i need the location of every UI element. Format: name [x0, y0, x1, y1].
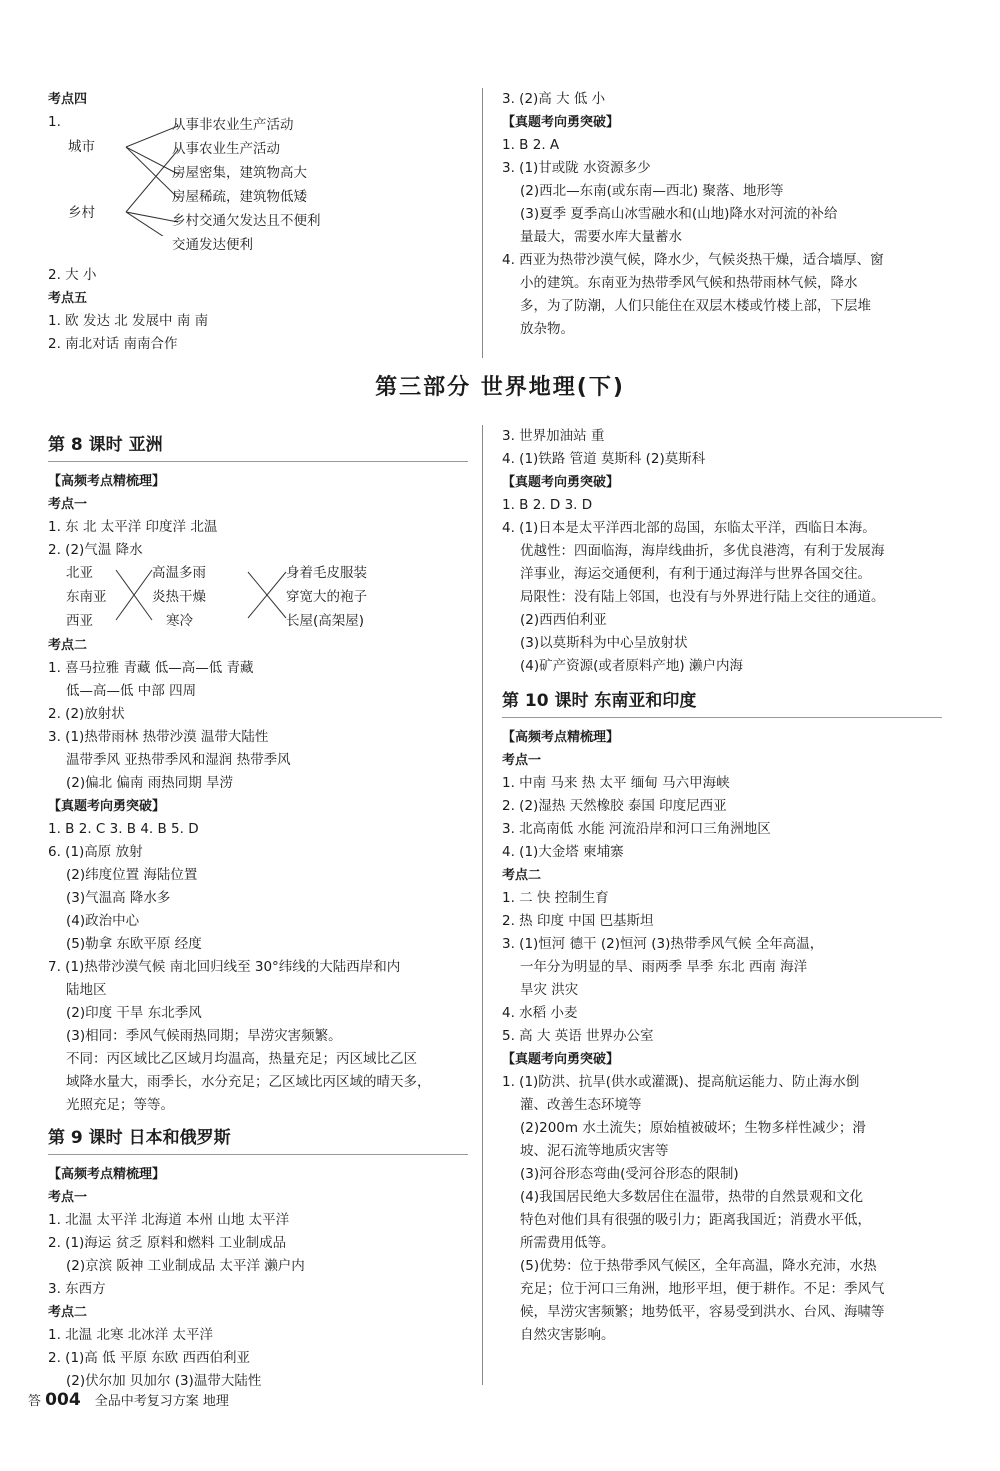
answer-line: 多，为了防潮，人们只能住在双层木楼或竹楼上部，下层堆 [520, 298, 871, 314]
answer-line: 温带季风 亚热带季风和湿润 热带季风 [66, 752, 291, 768]
answer-line: 2. 南北对话 南南合作 [48, 336, 178, 352]
answer-line: 优越性：四面临海，海岸线曲折，多优良港湾，有利于发展海 [520, 543, 885, 559]
answer-line: 3. (1)热带雨林 热带沙漠 温带大陆性 [48, 729, 269, 745]
section-header: 【真题考向勇突破】 [48, 799, 166, 814]
lesson-9-title: 第 9 课时 日本和俄罗斯 [48, 1127, 468, 1155]
asia-climate-matching-diagram [48, 562, 468, 634]
answer-line: 5. 高 大 英语 世界办公室 [502, 1028, 654, 1044]
diagram-right-item: 从事非农业生产活动 [172, 117, 294, 133]
answer-line: 1. B 2. A [502, 137, 560, 153]
page-number: 004 [45, 1390, 81, 1410]
answer-line: (2)印度 干旱 东北季风 [66, 1005, 202, 1021]
kaodian-label: 考点一 [502, 753, 542, 768]
answer-line: (5)勒拿 东欧平原 经度 [66, 936, 202, 952]
book-title: 全品中考复习方案 地理 [94, 1394, 229, 1409]
answer-line: 1. 欧 发达 北 发展中 南 南 [48, 313, 209, 329]
answer-line: 1. 北温 太平洋 北海道 本州 山地 太平洋 [48, 1212, 290, 1228]
answer-line: 低—高—低 中部 四周 [66, 683, 197, 699]
section-header: 【真题考向勇突破】 [502, 1052, 620, 1067]
column-divider-bottom [482, 425, 483, 1385]
answer-line: 4. (1)铁路 管道 莫斯科 (2)莫斯科 [502, 451, 706, 467]
answer-line: 2. (2)湿热 天然橡胶 泰国 印度尼西亚 [502, 798, 727, 814]
answer-line: 3. (2)高 大 低 小 [502, 91, 606, 107]
diagram-right-item: 从事农业生产活动 [172, 141, 280, 157]
answer-line: 旱灾 洪灾 [520, 982, 579, 998]
lesson-10-title: 第 10 课时 东南亚和印度 [502, 690, 942, 718]
answer-line: (4)我国居民绝大多数居住在温带，热带的自然景观和文化 [520, 1189, 864, 1205]
answer-line: 4. 西亚为热带沙漠气候，降水少，气候炎热干燥，适合墙厚、窗 [502, 252, 884, 268]
answer-line: (2)纬度位置 海陆位置 [66, 867, 198, 883]
kaodian-label: 考点二 [502, 868, 542, 883]
diagram-climate: 炎热干燥 [152, 589, 206, 605]
kaodian-label: 考点二 [48, 638, 88, 653]
diagram-clothing: 长屋(高架屋) [286, 613, 365, 629]
diagram-climate: 寒冷 [166, 613, 193, 629]
diagram-left-city: 城市 [68, 139, 95, 155]
answer-line: 3. 东西方 [48, 1281, 106, 1297]
section-title: 第三部分 世界地理(下) [375, 375, 625, 400]
answer-line: 自然灾害影响。 [520, 1327, 615, 1343]
answer-line: 特色对他们具有很强的吸引力；距离我国近；消费水平低， [520, 1212, 871, 1228]
answer-line: 3. 世界加油站 重 [502, 428, 605, 444]
answer-line: 4. 水稻 小麦 [502, 1005, 578, 1021]
section-header: 【高频考点精梳理】 [502, 730, 620, 745]
bottom-right-column [502, 425, 942, 1347]
answer-line: 陆地区 [66, 982, 107, 998]
answer-line: 候，旱涝灾害频繁；地势低平，容易受到洪水、台风、海啸等 [520, 1304, 885, 1320]
column-divider-top [482, 88, 483, 358]
answer-line: (2)伏尔加 贝加尔 (3)温带大陆性 [66, 1373, 262, 1389]
diagram-region: 北亚 [66, 565, 93, 581]
answer-line: (2)偏北 偏南 雨热同期 旱涝 [66, 775, 233, 791]
answer-line: (4)政治中心 [66, 913, 140, 929]
kaodian-label: 考点二 [48, 1305, 88, 1320]
answer-line: 所需费用低等。 [520, 1235, 615, 1251]
answer-line: 3. (1)恒河 德干 (2)恒河 (3)热带季风气候 全年高温， [502, 936, 824, 952]
bottom-left-column [48, 428, 468, 1393]
diagram-right-item: 乡村交通欠发达且不便利 [172, 213, 321, 229]
answer-line: (3)夏季 夏季高山冰雪融水和(山地)降水对河流的补给 [520, 206, 838, 222]
diagram-left-village: 乡村 [68, 205, 95, 221]
answer-line: (3)以莫斯科为中心呈放射状 [520, 635, 688, 651]
footer-prefix: 答 [28, 1394, 42, 1409]
diagram-region: 西亚 [66, 613, 93, 629]
answer-line: 2. (2)放射状 [48, 706, 125, 722]
diagram-clothing: 穿宽大的袍子 [286, 589, 367, 605]
answer-line: 6. (1)高原 放射 [48, 844, 143, 860]
answer-line: 坡、泥石流等地质灾害等 [520, 1143, 669, 1159]
answer-line: 1. 东 北 太平洋 印度洋 北温 [48, 519, 218, 535]
answer-line: (2)京滨 阪神 工业制成品 太平洋 濑户内 [66, 1258, 305, 1274]
answer-line: 4. (1)大金塔 柬埔寨 [502, 844, 624, 860]
answer-line: 局限性：没有陆上邻国，也没有与外界进行陆上交往的通道。 [520, 589, 885, 605]
answer-line: (3)气温高 降水多 [66, 890, 171, 906]
answer-line: (3)相同：季风气候雨热同期；旱涝灾害频繁。 [66, 1028, 342, 1044]
answer-line: 2. 热 印度 中国 巴基斯坦 [502, 913, 654, 929]
answer-line: 1. 北温 北寒 北冰洋 太平洋 [48, 1327, 214, 1343]
answer-line: (5)优势：位于热带季风气候区，全年高温，降水充沛，水热 [520, 1258, 877, 1274]
kaodian-label: 考点一 [48, 497, 88, 512]
section-header: 【高频考点精梳理】 [48, 474, 166, 489]
answer-line: 2. 大 小 [48, 267, 97, 283]
answer-line: 小的建筑。东南亚为热带季风气候和热带雨林气候，降水 [520, 275, 858, 291]
answer-line: 1. 喜马拉雅 青藏 低—高—低 青藏 [48, 660, 254, 676]
kaodian-5-label: 考点五 [48, 291, 88, 306]
diagram-region: 东南亚 [66, 589, 107, 605]
answer-line: 4. (1)日本是太平洋西北部的岛国，东临太平洋，西临日本海。 [502, 520, 876, 536]
diagram-climate: 高温多雨 [152, 565, 206, 581]
diagram-right-item: 房屋密集，建筑物高大 [172, 165, 307, 181]
answer-line: 放杂物。 [520, 321, 574, 337]
city-village-matching-diagram [48, 114, 468, 253]
top-left-column [48, 88, 468, 356]
page-footer [28, 1390, 229, 1410]
answer-line: 2. (1)高 低 平原 东欧 西西伯利亚 [48, 1350, 250, 1366]
answer-line: 充足；位于河口三角洲，地形平坦，便于耕作。不足：季风气 [520, 1281, 885, 1297]
top-right-column [502, 88, 932, 341]
answer-line: 3. (1)甘或陇 水资源多少 [502, 160, 651, 176]
kaodian-label: 考点一 [48, 1190, 88, 1205]
answer-line: 1. B 2. C 3. B 4. B 5. D [48, 821, 199, 837]
answer-line: 7. (1)热带沙漠气候 南北回归线至 30°纬线的大陆西岸和内 [48, 959, 401, 975]
diagram-right-item: 房屋稀疏，建筑物低矮 [172, 189, 307, 205]
answer-line: (2)西北—东南(或东南—西北) 聚落、地形等 [520, 183, 784, 199]
answer-line: 1. 中南 马来 热 太平 缅甸 马六甲海峡 [502, 775, 730, 791]
answer-line: 量最大，需要水库大量蓄水 [520, 229, 682, 245]
answer-line: 不同：丙区域比乙区域月均温高，热量充足；丙区域比乙区 [66, 1051, 417, 1067]
answer-line: (4)矿产资源(或者原料产地) 濑户内海 [520, 658, 743, 674]
answer-line: 1. (1)防洪、抗旱(供水或灌溉)、提高航运能力、防止海水倒 [502, 1074, 860, 1090]
answer-line: (2)西西伯利亚 [520, 612, 607, 628]
answer-line: 2. (1)海运 贫乏 原料和燃料 工业制成品 [48, 1235, 287, 1251]
answer-line: 2. (2)气温 降水 [48, 542, 143, 558]
answer-line: 一年分为明显的旱、雨两季 旱季 东北 西南 海洋 [520, 959, 808, 975]
answer-line: 灌、改善生态环境等 [520, 1097, 642, 1113]
answer-line: 域降水量大，雨季长，水分充足；乙区域比丙区域的晴天多， [66, 1074, 431, 1090]
item-number: 1. [48, 114, 61, 130]
answer-line: (3)河谷形态弯曲(受河谷形态的限制) [520, 1166, 739, 1182]
section-header: 【真题考向勇突破】 [502, 115, 620, 130]
answer-line: 1. B 2. D 3. D [502, 497, 593, 513]
answer-line: 3. 北高南低 水能 河流沿岸和河口三角洲地区 [502, 821, 771, 837]
answer-line: 洋事业，海运交通便利，有利于通过海洋与世界各国交往。 [520, 566, 871, 582]
answer-line: 光照充足；等等。 [66, 1097, 174, 1113]
lesson-8-title: 第 8 课时 亚洲 [48, 434, 468, 462]
kaodian-4-label: 考点四 [48, 92, 88, 107]
diagram-clothing: 身着毛皮服装 [286, 565, 367, 581]
section-header: 【高频考点精梳理】 [48, 1167, 166, 1182]
answer-line: 1. 二 快 控制生育 [502, 890, 609, 906]
diagram-right-item: 交通发达便利 [172, 237, 253, 253]
answer-line: (2)200m 水土流失；原始植被破坏；生物多样性减少；滑 [520, 1120, 866, 1136]
section-header: 【真题考向勇突破】 [502, 475, 620, 490]
